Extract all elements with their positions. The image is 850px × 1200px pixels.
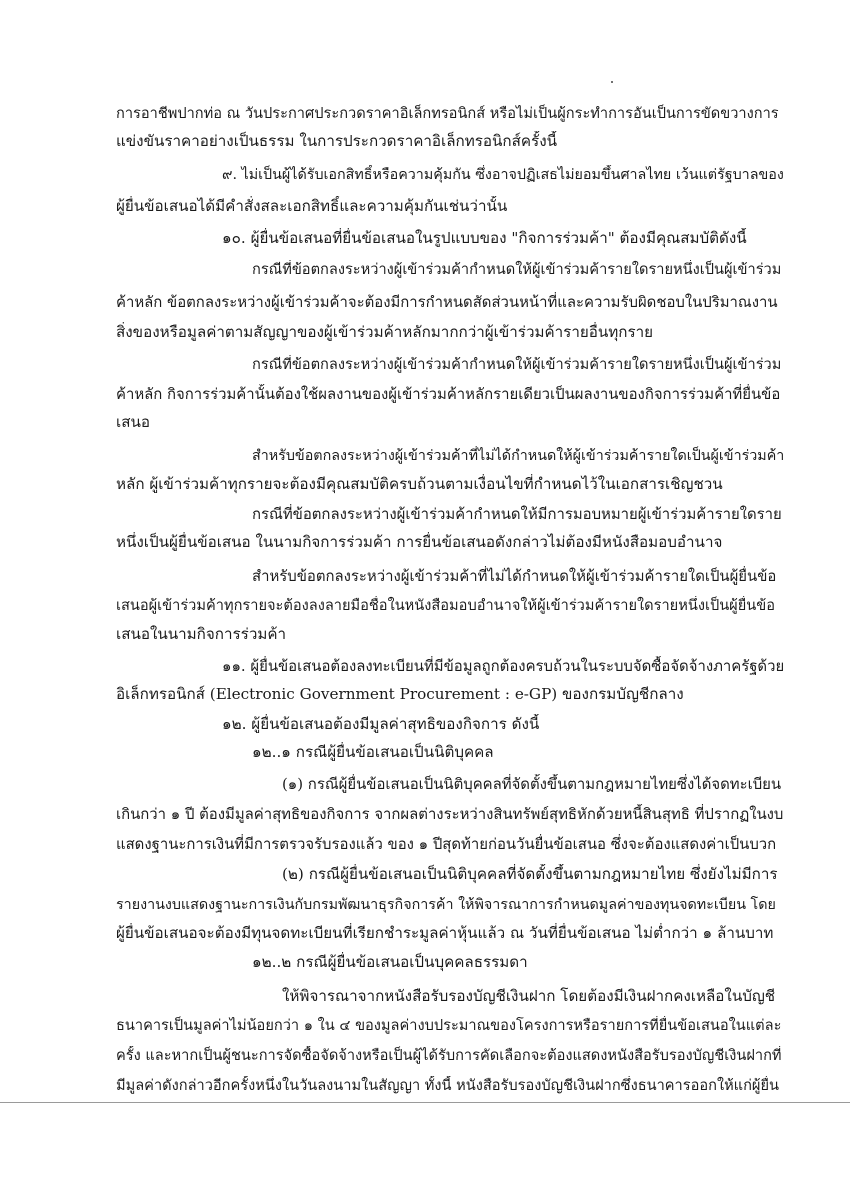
text-line: (๑) กรณีผู้ยื่นข้อเสนอเป็นนิติบุคคลที่จัดตั้งขึ้นตามกฎหมายไทยซึ่งได้จดทะเบียน	[282, 775, 782, 793]
text-line: (๒) กรณีผู้ยื่นข้อเสนอเป็นนิติบุคคลที่จัดตั้งขึ้นตามกฎหมายไทย ซึ่งยังไม่มีการ	[282, 865, 778, 883]
text-line: แสดงฐานะการเงินที่มีการตรวจรับรองแล้ว ของ ๑ ปีสุดท้ายก่อนวันยื่นข้อเสนอ ซึ่งจะต้องแสดงค่าเป็นบวก	[116, 835, 777, 853]
text-line: ค้าหลัก ข้อตกลงระหว่างผู้เข้าร่วมค้าจะต้องมีการกำหนดสัดส่วนหน้าที่และความรับผิดชอบในปริมาณงาน	[116, 293, 778, 311]
text-line: สำหรับข้อตกลงระหว่างผู้เข้าร่วมค้าที่ไม่ได้กำหนดให้ผู้เข้าร่วมค้ารายใดเป็นผู้ยื่นข้อ	[252, 567, 777, 585]
text-line: แข่งขันราคาอย่างเป็นธรรม ในการประกวดราคาอิเล็กทรอนิกส์ครั้งนี้	[116, 132, 557, 150]
text-line: อิเล็กทรอนิกส์ (Electronic Government Procurement : e-GP) ของกรมบัญชีกลาง	[116, 685, 684, 703]
text-line: ธนาคารเป็นมูลค่าไม่น้อยกว่า ๑ ใน ๔ ของมูลค่างบประมาณของโครงการหรือรายการที่ยื่นข้อเสนอในแต่ละ	[116, 1017, 782, 1034]
text-line: ๙. ไม่เป็นผู้ได้รับเอกสิทธิ์หรือความคุ้มกัน ซึ่งอาจปฏิเสธไม่ยอมขึ้นศาลไทย เว้นแต่รัฐบาลของ	[222, 167, 784, 183]
text-line: ๑๑. ผู้ยื่นข้อเสนอต้องลงทะเบียนที่มีข้อมูลถูกต้องครบถ้วนในระบบจัดซื้อจัดจ้างภาครัฐด้วย	[222, 657, 785, 675]
text-line: กรณีที่ข้อตกลงระหว่างผู้เข้าร่วมค้ากำหนดให้มีการมอบหมายผู้เข้าร่วมค้ารายใดราย	[252, 505, 782, 523]
text-line: สิ่งของหรือมูลค่าตามสัญญาของผู้เข้าร่วมค้าหลักมากกว่าผู้เข้าร่วมค้ารายอื่นทุกราย	[116, 323, 654, 341]
text-line: ครั้ง และหากเป็นผู้ชนะการจัดซื้อจัดจ้างหรือเป็นผู้ได้รับการคัดเลือกจะต้องแสดงหนังสือรับรองบัญชีเงินฝากที่	[116, 1047, 782, 1064]
text-line: ๑๒. ผู้ยื่นข้อเสนอต้องมีมูลค่าสุทธิของกิจการ ดังนี้	[222, 715, 540, 733]
text-line: กรณีที่ข้อตกลงระหว่างผู้เข้าร่วมค้ากำหนดให้ผู้เข้าร่วมค้ารายใดรายหนึ่งเป็นผู้เข้าร่วม	[252, 356, 782, 373]
text-line: การอาชีพปากท่อ ณ วันประกาศประกวดราคาอิเล็กทรอนิกส์ หรือไม่เป็นผู้กระทำการอันเป็นการขัดขวางการ	[116, 105, 779, 122]
text-line: ผู้ยื่นข้อเสนอได้มีคำสั่งสละเอกสิทธิ์และความคุ้มกันเช่นว่านั้น	[116, 197, 508, 215]
text-line: เสนอ	[116, 413, 150, 431]
text-line: ๑๒..๒ กรณีผู้ยื่นข้อเสนอเป็นบุคคลธรรมดา	[252, 953, 528, 971]
text-line: หนึ่งเป็นผู้ยื่นข้อเสนอ ในนามกิจการร่วมค้า การยื่นข้อเสนอดังกล่าวไม่ต้องมีหนังสือมอบอำนาจ	[116, 533, 723, 551]
text-line: มีมูลค่าดังกล่าวอีกครั้งหนึ่งในวันลงนามในสัญญา ทั้งนี้ หนังสือรับรองบัญชีเงินฝากซึ่งธนาคารออกให้แก่ผู้ยื่น	[116, 1077, 780, 1094]
text-line: ๑๒..๑ กรณีผู้ยื่นข้อเสนอเป็นนิติบุคคล	[252, 743, 494, 761]
page-bottom-rule	[0, 1102, 850, 1103]
text-line: เสนอในนามกิจการร่วมค้า	[116, 625, 287, 643]
text-line: ผู้ยื่นข้อเสนอจะต้องมีทุนจดทะเบียนที่เรียกชำระมูลค่าหุ้นแล้ว ณ วันที่ยื่นข้อเสนอ ไม่ต่ำกว่า ๑ ล้านบาท	[116, 924, 774, 942]
text-line: สำหรับข้อตกลงระหว่างผู้เข้าร่วมค้าที่ไม่ได้กำหนดให้ผู้เข้าร่วมค้ารายใดเป็นผู้เข้าร่วมค้า	[252, 448, 785, 464]
text-line: กรณีที่ข้อตกลงระหว่างผู้เข้าร่วมค้ากำหนดให้ผู้เข้าร่วมค้ารายใดรายหนึ่งเป็นผู้เข้าร่วม	[252, 261, 782, 278]
text-line: เสนอผู้เข้าร่วมค้าทุกรายจะต้องลงลายมือชื่อในหนังสือมอบอำนาจให้ผู้เข้าร่วมค้ารายใดรายหนึ่งเป็นผู้ยื่นข้อ	[116, 597, 775, 614]
text-line: ค้าหลัก กิจการร่วมค้านั้นต้องใช้ผลงานของผู้เข้าร่วมค้าหลักรายเดียวเป็นผลงานของกิจการร่วมค้าที่ยื่นข้อ	[116, 385, 781, 403]
text-line: รายงานงบแสดงฐานะการเงินกับกรมพัฒนาธุรกิจการค้า ให้พิจารณาการกำหนดมูลค่าของทุนจดทะเบียน โดย	[116, 897, 776, 913]
text-line: เกินกว่า ๑ ปี ต้องมีมูลค่าสุทธิของกิจการ จากผลต่างระหว่างสินทรัพย์สุทธิหักด้วยหนี้สินสุทธิ ที่ปรากฏในงบ	[116, 805, 784, 823]
text-line: ให้พิจารณาจากหนังสือรับรองบัญชีเงินฝาก โดยต้องมีเงินฝากคงเหลือในบัญชี	[282, 987, 776, 1005]
scan-speck	[611, 81, 613, 83]
text-line: หลัก ผู้เข้าร่วมค้าทุกรายจะต้องมีคุณสมบัติครบถ้วนตามเงื่อนไขที่กำหนดไว้ในเอกสารเชิญชวน	[116, 475, 723, 493]
text-line: ๑๐. ผู้ยื่นข้อเสนอที่ยื่นข้อเสนอในรูปแบบของ "กิจการร่วมค้า" ต้องมีคุณสมบัติดังนี้	[222, 229, 747, 247]
